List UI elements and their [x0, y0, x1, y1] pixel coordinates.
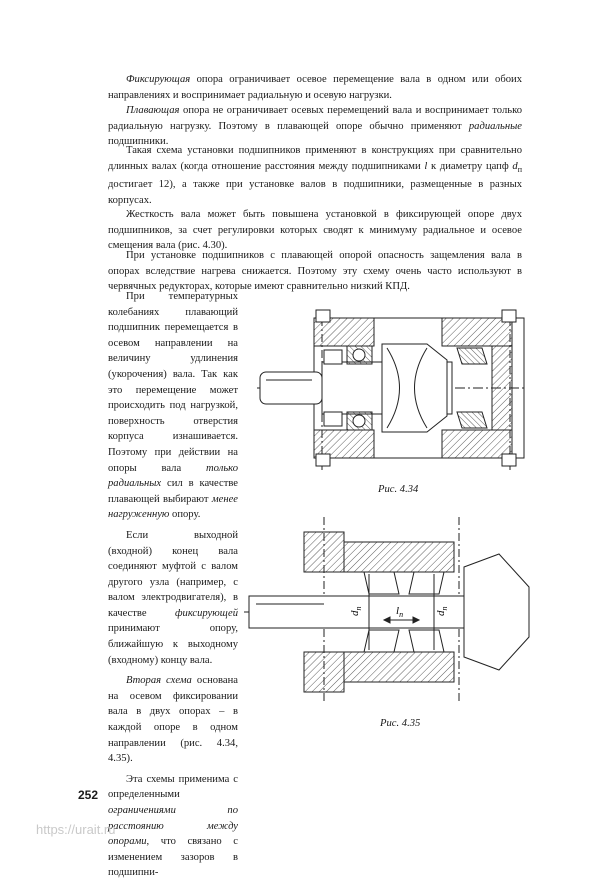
- column-paragraph-limitations: Эта схемы применима с определенными ограничениями по расстоянию между опорами, что связано с изменением зазоров в подшипни-: [108, 773, 238, 879]
- figure-4-34-caption: Рис. 4.34: [378, 484, 419, 495]
- column-paragraph-second-scheme: Вторая схема основана на осевом фиксировании вала в двух опорах – в каждой опоре в одном направлении (рис. 4.34, 4.35).: [108, 675, 238, 765]
- dim-label-dn-right: $d_п$: [435, 606, 449, 616]
- paragraph-worm-gear: При установке подшипников с плавающей опорой опасность защемления вала в опорах вследствие нагрева снижается. Поэтому эту схему очень часто используют в червячных редукторах, которые имеют сравнительно низкий КПД.: [108, 250, 522, 293]
- dim-label-ln: $l_п$: [396, 605, 404, 619]
- page-number: 252: [78, 788, 99, 802]
- paragraph-scheme: Такая схема установки подшипников применяют в конструкциях при сравнительно длинных валах (когда отношение расстояния между подшипниками l к диаметру цапф $d_п$ достигает 12), а также при установке валов в подшипники, размещенные в разных корпусах.: [108, 145, 522, 206]
- dim-label-dn-left: $d_п$: [349, 606, 363, 616]
- left-column-text: [108, 289, 238, 886]
- figure-4-35-caption: Рис. 4.35: [380, 718, 421, 729]
- column-paragraph-temperature: При температурных колебаниях плавающий подшипник перемещается в осевом направлении на величину удлинения (укорочения) вала. Так как это перемещение может происходить под нагрузкой, поверхность отверстия корпуса изнашивается. Поэтому при действии на опоры вала только радиальных сил в качестве плавающей выбирают менее нагруженную опору.: [108, 291, 238, 521]
- paragraph-floating-support: Плавающая опора не ограничивает осевых перемещений вала и воспринимает только радиальную нагрузку. Поэтому в плавающей опоре обычно применяют радиальные подшипники.: [108, 105, 522, 148]
- figure-4-34-bearing-assembly: [252, 300, 532, 475]
- paragraph-fixing-support: Фиксирующая опора ограничивает осевое перемещение вала в одном или обоих направлениях и воспринимает радиальную и осевую нагрузки.: [108, 74, 522, 101]
- watermark-url[interactable]: https://urait.ru: [36, 822, 116, 837]
- term-fixing: Фиксирующая: [126, 74, 191, 85]
- term-floating: Плавающая: [126, 105, 180, 116]
- column-paragraph-coupling: Если выходной (входной) конец вала соединяют муфтой с валом другого узла (например, с валом электродвигателя), в качестве фиксирующей принимают опору, ближайшую к выходному (входному) концу вала.: [108, 529, 238, 666]
- figure-4-35-bearing-assembly: [244, 512, 534, 707]
- paragraph-stiffness: Жесткость вала может быть повышена установкой в фиксирующей опоре двух подшипников, за счет регулировки которых сводят к минимуму радиальное и осевое смещения вала (рис. 4.30).: [108, 209, 522, 252]
